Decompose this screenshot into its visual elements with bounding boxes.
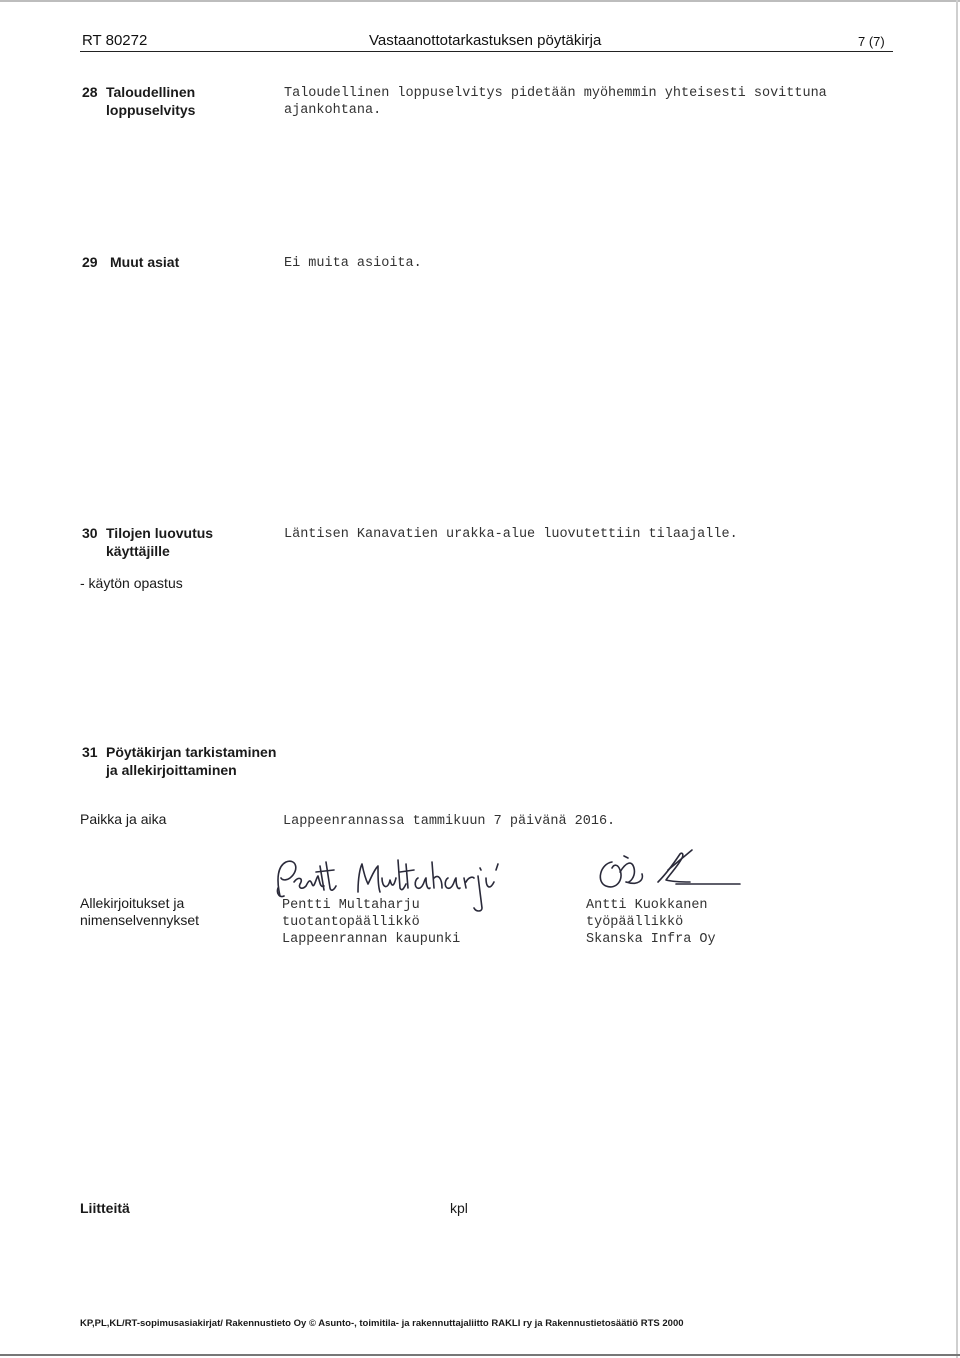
section-title-line2: käyttäjille [106, 543, 170, 559]
document-code: RT 80272 [82, 32, 148, 49]
document-title: Vastaanottotarkastuksen pöytäkirja [369, 32, 602, 49]
section-title-line1: Muut asiat [110, 254, 180, 270]
section-number: 29 [82, 254, 98, 270]
section-29-body: Ei muita asioita. [284, 256, 422, 271]
section-body-line1: Taloudellinen loppuselvitys pidetään myöhemmin yhteisesti sovittuna [284, 86, 827, 101]
section-number: 30 [82, 525, 98, 541]
section-28-heading [82, 83, 195, 119]
section-title-line1: Pöytäkirjan tarkistaminen [106, 744, 277, 760]
signatory-left-role: tuotantopäällikkö [282, 915, 420, 930]
section-title-line2: loppuselvitys [106, 102, 196, 118]
page-top-edge [0, 0, 960, 2]
page-right-edge [956, 0, 958, 1358]
signatures-label [80, 895, 199, 929]
section-title-line1: Taloudellinen [106, 84, 196, 100]
section-31-heading [82, 743, 276, 779]
page-bottom-edge [0, 1354, 960, 1356]
section-30-body: Läntisen Kanavatien urakka-alue luovutettiin tilaajalle. [284, 527, 738, 542]
section-28-body [284, 85, 827, 119]
section-title-line1: Tilojen luovutus [106, 525, 214, 541]
section-30-sub-label: - käytön opastus [80, 575, 183, 591]
signature-left-block [282, 897, 460, 948]
place-time-value: Lappeenrannassa tammikuun 7 päivänä 2016. [283, 814, 616, 829]
signatory-right-name: Antti Kuokkanen [586, 898, 708, 913]
section-title-line2: ja allekirjoittaminen [106, 762, 237, 778]
footer-text: KP,PL,KL/RT-sopimusasiakirjat/ Rakennustieto Oy © Asunto-, toimitila- ja rakennuttajaliitto RAKLI ry ja Rakennustietosäätiö RTS 2000 [80, 1318, 684, 1329]
signatures-label-line2: nimenselvennykset [80, 912, 200, 928]
signatory-right-organization: Skanska Infra Oy [586, 932, 716, 947]
page-number: 7 (7) [858, 34, 885, 49]
signatures-label-line1: Allekirjoitukset ja [80, 895, 185, 911]
section-body-line2: ajankohtana. [284, 103, 382, 118]
handwritten-signature-right [590, 842, 750, 898]
section-number: 28 [82, 84, 98, 100]
section-29-heading [82, 253, 179, 271]
section-30-heading [82, 524, 213, 560]
attachments-label: Liitteitä [80, 1200, 130, 1216]
signatory-left-name: Pentti Multaharju [282, 898, 420, 913]
place-time-label: Paikka ja aika [80, 811, 167, 827]
header-rule [80, 51, 893, 52]
signatory-right-role: työpäällikkö [586, 915, 684, 930]
signature-right-block [586, 897, 716, 948]
attachments-count-label: kpl [450, 1200, 468, 1216]
section-number: 31 [82, 744, 98, 760]
signatory-left-organization: Lappeenrannan kaupunki [282, 932, 461, 947]
